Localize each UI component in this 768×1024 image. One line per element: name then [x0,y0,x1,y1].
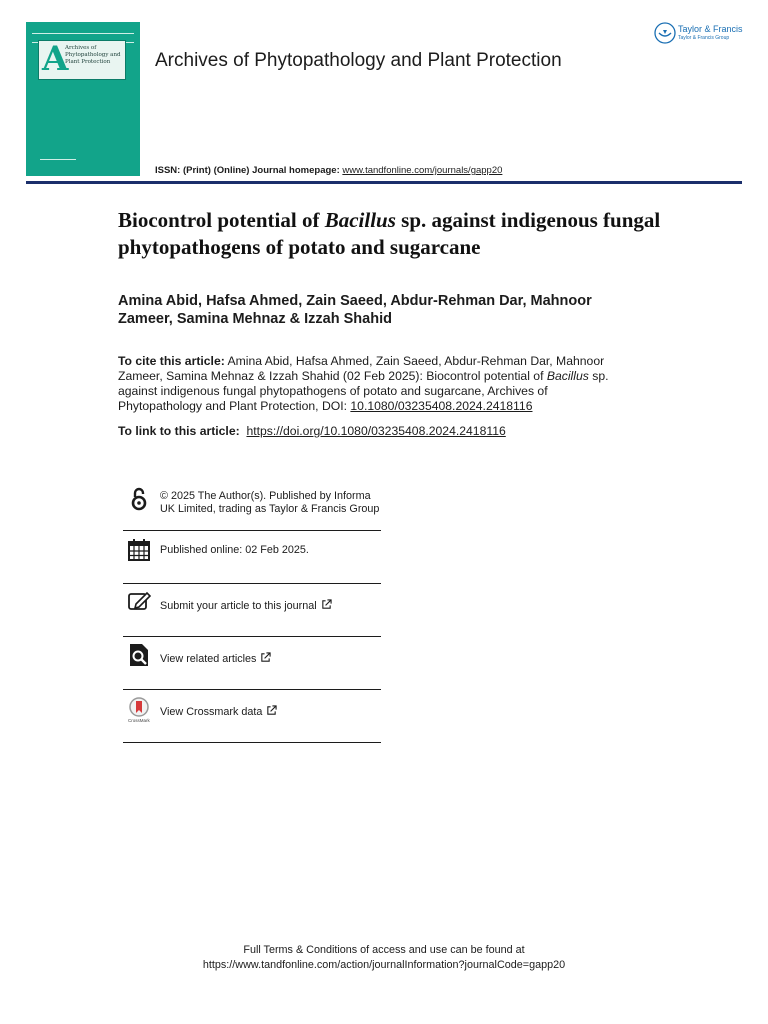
published-date-text: Published online: 02 Feb 2025. [160,544,309,556]
citation-block [118,354,628,414]
article-authors: Amina Abid, Hafsa Ahmed, Zain Saeed, Abdur-Rehman Dar, Mahnoor Zameer, Samina Mehnaz & Izzah Shahid [118,293,592,327]
article-title-part1: Biocontrol potential of [118,208,325,232]
article-title-part2: sp. against indigenous fungal phytopathogens of potato and sugarcane [118,208,661,259]
published-date-row [123,531,381,584]
citation-doi-link[interactable]: 10.1080/03235408.2024.2418116 [350,399,533,413]
external-link-icon [266,705,277,716]
cover-title: Archives of Phytopathology and Plant Protection [65,45,121,65]
cover-title-box [38,40,126,80]
related-articles-icon [127,643,151,667]
publisher-group: Taylor & Francis Group [678,35,730,41]
citation-text-part2: sp. against indigenous fungal phytopathogens of potato and sugarcane, Archives of Phytopathology and Plant Protection, DOI: [118,369,609,413]
external-link-icon [321,599,332,610]
license-text: © 2025 The Author(s). Published by Informa UK Limited, trading as Taylor & Francis Group [160,490,380,515]
submit-article-icon [127,590,151,614]
article-link-line [118,424,638,439]
crossmark-link[interactable] [160,705,385,719]
cover-publisher-logo [40,159,76,166]
citation-text-part1: Amina Abid, Hafsa Ahmed, Zain Saeed, Abdur-Rehman Dar, Mahnoor Zameer, Samina Mehnaz & Izzah Shahid (02 Feb 2025): Biocontrol potential of [118,354,605,383]
open-access-icon [127,487,151,511]
crossmark-row[interactable] [123,690,381,743]
journal-homepage-link[interactable]: www.tandfonline.com/journals/gapp20 [342,165,503,176]
related-articles-row[interactable] [123,637,381,690]
publisher-lamp-icon [654,22,676,44]
footer-line-1: Full Terms & Conditions of access and use can be found at [243,944,525,956]
citation-label: To cite this article: [118,354,225,368]
submit-article-label: Submit your article to this journal [160,600,317,612]
cover-letter: A [42,39,69,79]
article-link-label: To link to this article: [118,424,240,438]
external-link-icon [260,652,271,663]
article-title-genus: Bacillus [324,208,396,232]
article-title [118,207,678,261]
journal-name: Archives of Phytopathology and Plant Protection [155,50,562,71]
issn-label: ISSN: (Print) (Online) Journal homepage: [155,165,340,176]
calendar-icon [127,538,151,562]
footer-terms-url[interactable]: https://www.tandfonline.com/action/journalInformation?journalCode=gapp20 [202,959,566,971]
article-doi-url[interactable]: https://doi.org/10.1080/03235408.2024.2418116 [246,424,506,438]
license-row [123,487,381,531]
issn-line [155,165,502,176]
header-divider [26,181,742,184]
journal-cover-image [26,22,140,176]
crossmark-badge-text: CrossMark [128,718,150,723]
related-articles-link[interactable] [160,652,385,666]
submit-article-row[interactable] [123,584,381,637]
submit-article-link[interactable] [160,599,385,613]
footer-terms [0,943,768,973]
citation-genus: Bacillus [546,369,589,383]
related-articles-label: View related articles [160,653,257,665]
publisher-name: Taylor & Francis [678,24,743,34]
crossmark-label: View Crossmark data [160,706,263,718]
